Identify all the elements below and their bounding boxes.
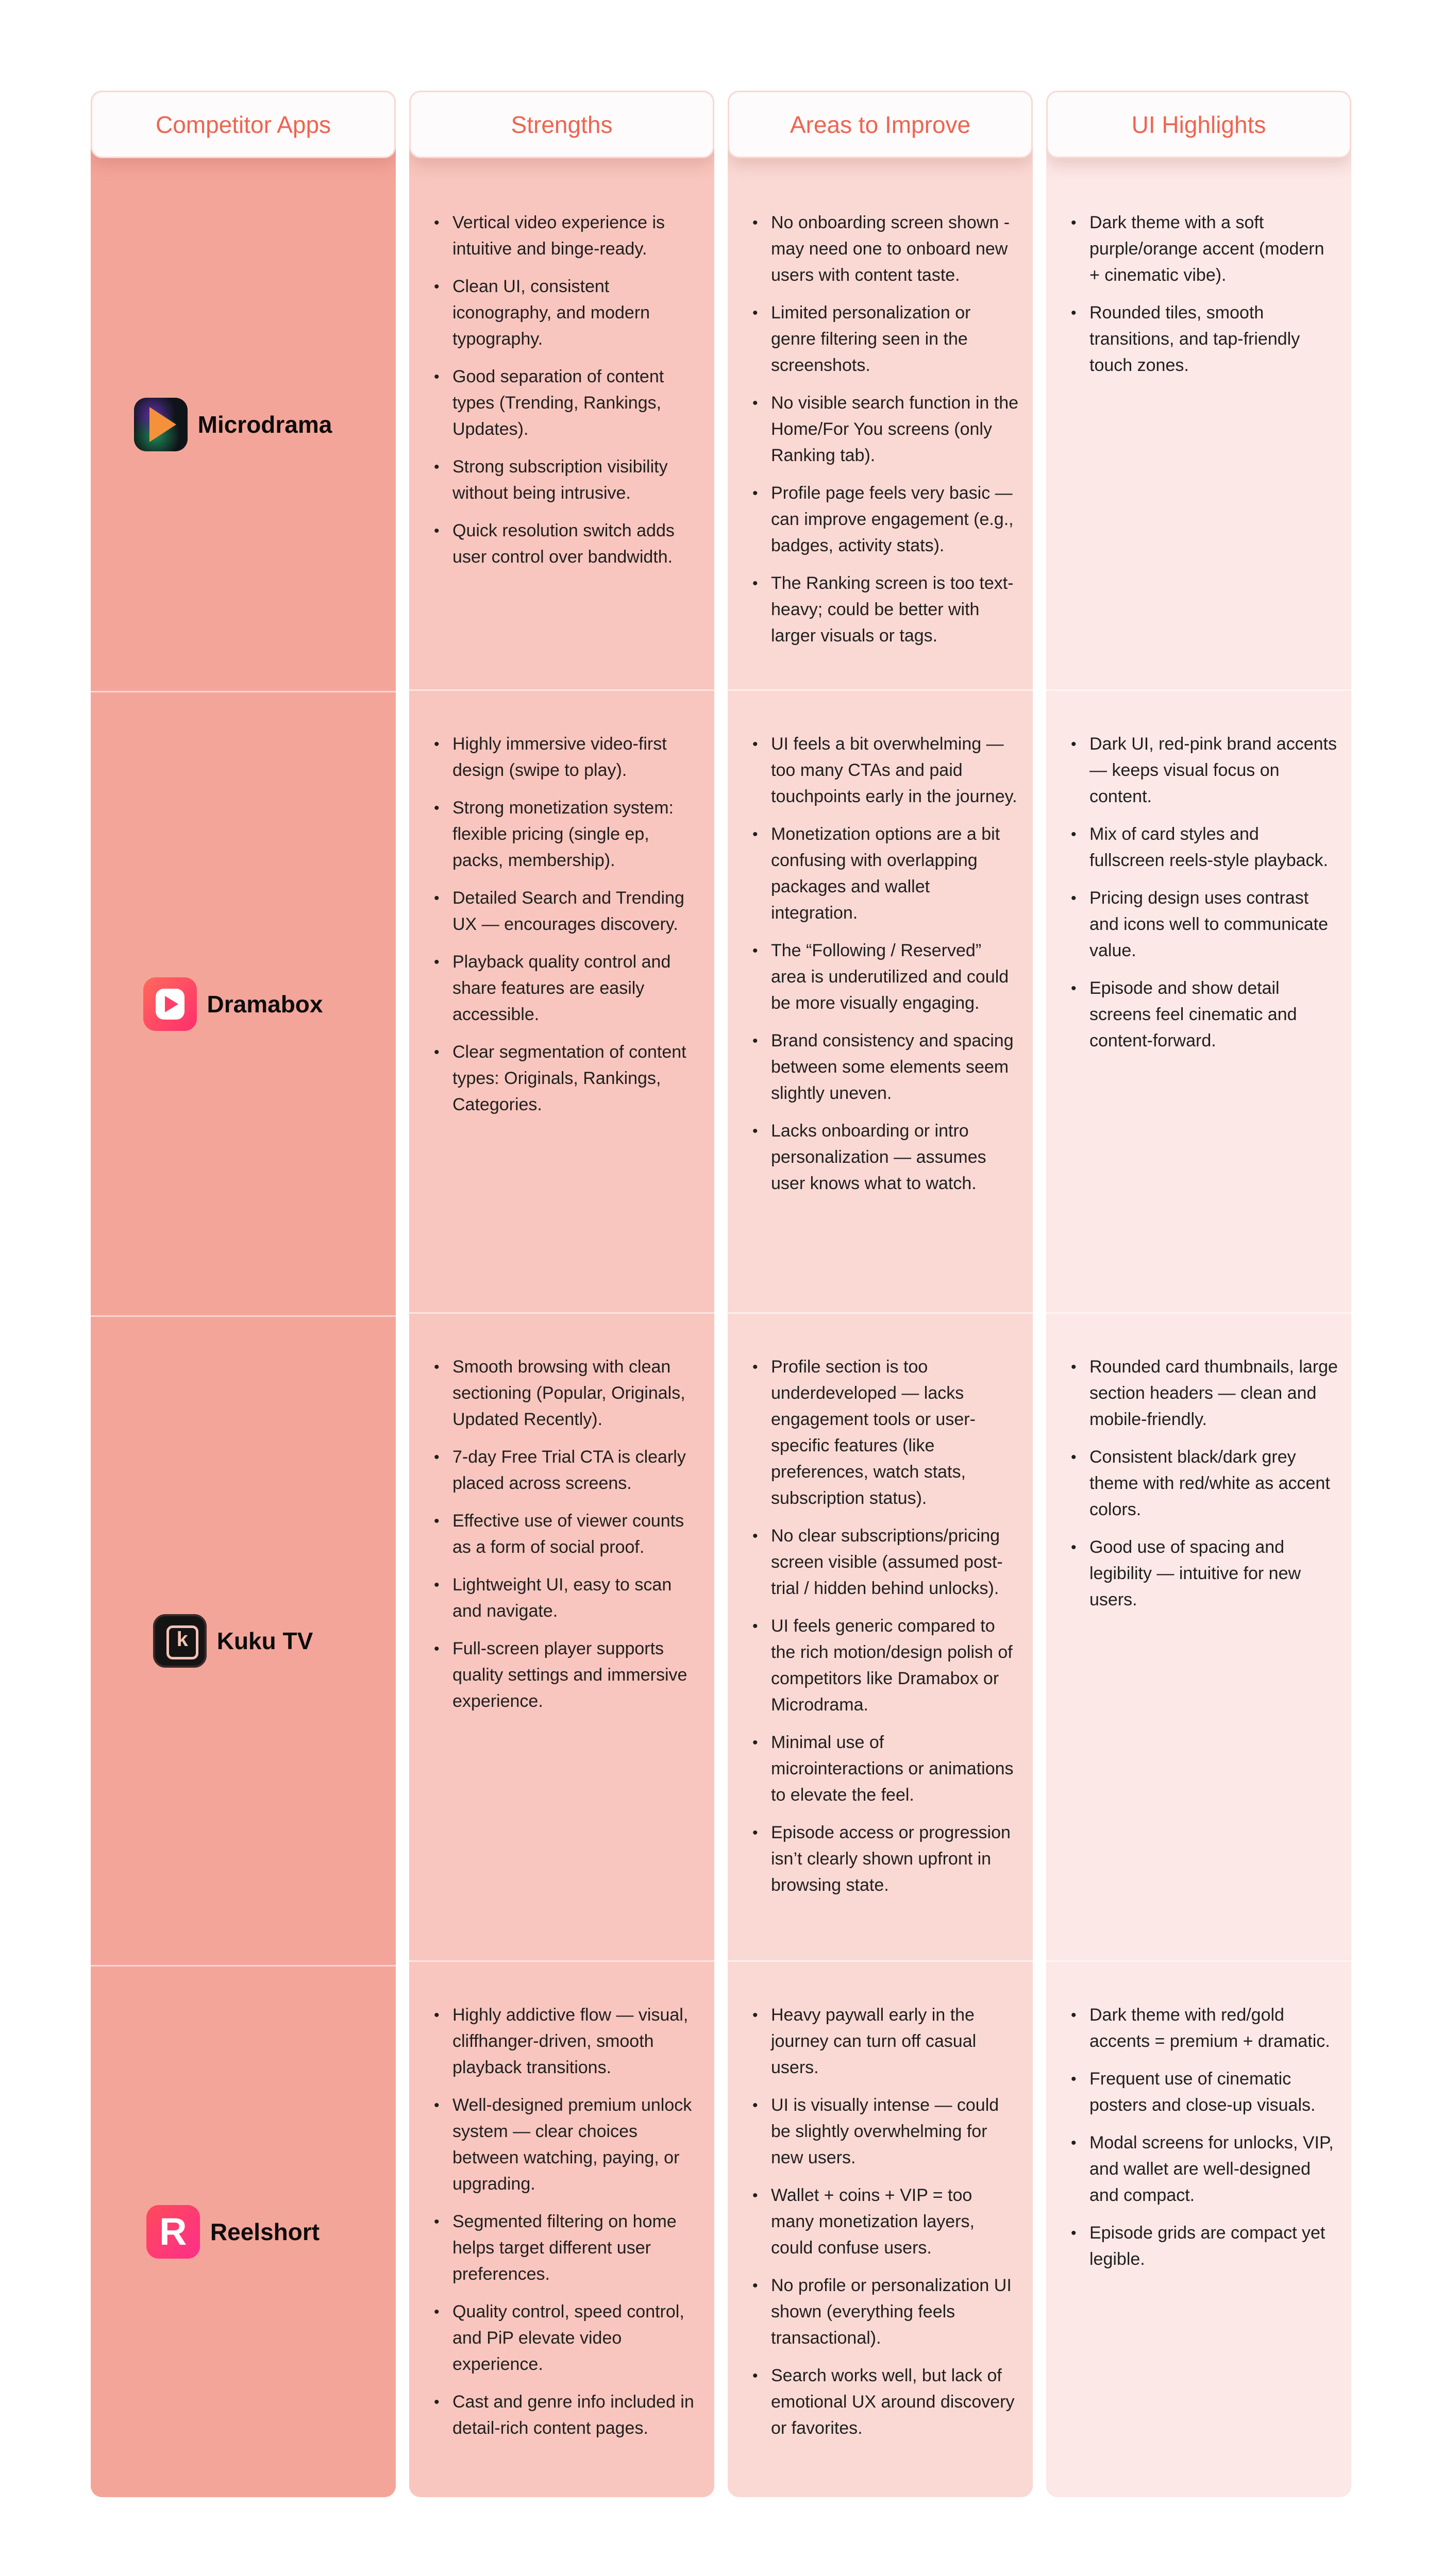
bullet-item: • Highly immersive video-first design (swipe to play).	[439, 731, 701, 784]
improve-cell	[728, 1314, 1033, 1962]
bullet-item: • Clean UI, consistent iconography, and modern typography.	[439, 274, 701, 352]
app-name: Dramabox	[207, 990, 323, 1018]
bullet-list	[439, 731, 701, 1118]
bullet-item: • Strong monetization system: flexible pricing (single ep, packs, membership).	[439, 795, 701, 874]
column-header: Areas to Improve	[728, 91, 1033, 158]
bullet-item: • Good separation of content types (Trending, Rankings, Updates).	[439, 364, 701, 443]
bullet-item: • 7-day Free Trial CTA is clearly placed across screens.	[439, 1444, 701, 1497]
app-cell	[91, 158, 396, 692]
bullet-list	[758, 2002, 1019, 2442]
bullet-item: • Dark theme with a soft purple/orange accent (modern + cinematic vibe).	[1076, 210, 1338, 289]
bullet-item: • Dark UI, red-pink brand accents — keeps visual focus on content.	[1076, 731, 1338, 810]
bullet-item: • Modal screens for unlocks, VIP, and wallet are well-designed and compact.	[1076, 2130, 1338, 2209]
bullet-item: • Clear segmentation of content types: Originals, Rankings, Categories.	[439, 1039, 701, 1118]
bullet-item: • Monetization options are a bit confusing with overlapping packages and wallet integration.	[758, 821, 1019, 926]
bullet-list	[1076, 2002, 1338, 2273]
bullet-item: • Full-screen player supports quality settings and immersive experience.	[439, 1636, 701, 1715]
strengths-cell	[409, 158, 714, 691]
bullet-item: • Rounded card thumbnails, large section headers — clean and mobile-friendly.	[1076, 1354, 1338, 1433]
bullet-item: • No onboarding screen shown - may need one to onboard new users with content taste.	[758, 210, 1019, 289]
bullet-item: • No clear subscriptions/pricing screen visible (assumed post-trial / hidden behind unlocks).	[758, 1523, 1019, 1602]
bullet-list	[1076, 210, 1338, 379]
bullet-list	[1076, 731, 1338, 1054]
bullet-item: • Lightweight UI, easy to scan and navigate.	[439, 1572, 701, 1624]
bullet-item: • Pricing design uses contrast and icons well to communicate value.	[1076, 885, 1338, 964]
bullet-item: • Limited personalization or genre filtering seen in the screenshots.	[758, 300, 1019, 379]
ui-highlights-cell	[1046, 691, 1351, 1314]
kuku-tv-app-icon	[153, 1614, 207, 1668]
bullet-item: • Strong subscription visibility without being intrusive.	[439, 454, 701, 506]
bullet-list	[439, 1354, 701, 1715]
improve-cell	[728, 1962, 1033, 2497]
improve-cell	[728, 691, 1033, 1314]
app-cell	[91, 692, 396, 1317]
bullet-item: • Vertical video experience is intuitive and binge-ready.	[439, 210, 701, 262]
bullet-item: • Episode and show detail screens feel cinematic and content-forward.	[1076, 975, 1338, 1054]
bullet-item: • Effective use of viewer counts as a form of social proof.	[439, 1508, 701, 1561]
bullet-item: • Search works well, but lack of emotional UX around discovery or favorites.	[758, 2363, 1019, 2442]
bullet-item: • Consistent black/dark grey theme with red/white as accent colors.	[1076, 1444, 1338, 1523]
bullet-list	[758, 731, 1019, 1197]
bullet-item: • UI feels a bit overwhelming — too many CTAs and paid touchpoints early in the journey.	[758, 731, 1019, 810]
reelshort-app-icon	[146, 2205, 200, 2259]
app-name: Kuku TV	[216, 1628, 313, 1654]
bullet-item: • The Ranking screen is too text-heavy; could be better with larger visuals or tags.	[758, 570, 1019, 649]
bullet-item: • Rounded tiles, smooth transitions, and tap-friendly touch zones.	[1076, 300, 1338, 379]
ui-highlights-cell	[1046, 158, 1351, 691]
improve-cell	[728, 158, 1033, 691]
strengths-cell	[409, 691, 714, 1314]
bullet-item: • Frequent use of cinematic posters and close-up visuals.	[1076, 2066, 1338, 2119]
microdrama-app-icon	[134, 398, 188, 451]
bullet-item: • Playback quality control and share features are easily accessible.	[439, 949, 701, 1028]
dramabox-app-icon	[143, 977, 197, 1031]
bullet-item: • Heavy paywall early in the journey can turn off casual users.	[758, 2002, 1019, 2081]
bullet-item: • Dark theme with red/gold accents = premium + dramatic.	[1076, 2002, 1338, 2055]
bullet-list	[439, 2002, 701, 2442]
column-areas-to-improve	[728, 91, 1033, 2497]
bullet-item: • UI feels generic compared to the rich motion/design polish of competitors like Dramabox or Microdrama.	[758, 1613, 1019, 1718]
bullet-item: • Brand consistency and spacing between some elements seem slightly uneven.	[758, 1028, 1019, 1107]
bullet-item: • Episode access or progression isn’t clearly shown upfront in browsing state.	[758, 1820, 1019, 1899]
bullet-item: • Episode grids are compact yet legible.	[1076, 2220, 1338, 2273]
bullet-item: • Smooth browsing with clean sectioning (Popular, Originals, Updated Recently).	[439, 1354, 701, 1433]
bullet-item: • Detailed Search and Trending UX — encourages discovery.	[439, 885, 701, 938]
bullet-item: • Mix of card styles and fullscreen reels-style playback.	[1076, 821, 1338, 874]
bullet-item: • Segmented filtering on home helps target different user preferences.	[439, 2209, 701, 2287]
bullet-list	[758, 1354, 1019, 1899]
bullet-item: • No visible search function in the Home/For You screens (only Ranking tab).	[758, 390, 1019, 469]
column-header: Strengths	[409, 91, 714, 158]
column-ui-highlights	[1046, 91, 1351, 2497]
column-competitor-apps	[91, 91, 396, 2497]
strengths-cell	[409, 1962, 714, 2497]
column-strengths	[409, 91, 714, 2497]
bullet-item: • Quick resolution switch adds user control over bandwidth.	[439, 518, 701, 570]
bullet-item: • Highly addictive flow — visual, cliffhanger-driven, smooth playback transitions.	[439, 2002, 701, 2081]
app-cell	[91, 1317, 396, 1967]
bullet-list	[1076, 1354, 1338, 1613]
comparison-table	[91, 91, 1443, 2497]
bullet-item: • UI is visually intense — could be slightly overwhelming for new users.	[758, 2092, 1019, 2171]
app-cell	[91, 1967, 396, 2497]
bullet-item: • Cast and genre info included in detail-rich content pages.	[439, 2389, 701, 2442]
bullet-item: • Profile page feels very basic — can improve engagement (e.g., badges, activity stats).	[758, 480, 1019, 559]
bullet-item: • Quality control, speed control, and PiP elevate video experience.	[439, 2299, 701, 2378]
bullet-item: • Lacks onboarding or intro personalization — assumes user knows what to watch.	[758, 1118, 1019, 1197]
ui-highlights-cell	[1046, 1314, 1351, 1962]
bullet-item: • Good use of spacing and legibility — intuitive for new users.	[1076, 1534, 1338, 1613]
bullet-item: • The “Following / Reserved” area is underutilized and could be more visually engaging.	[758, 938, 1019, 1016]
ui-highlights-cell	[1046, 1962, 1351, 2497]
column-header: Competitor Apps	[91, 91, 396, 158]
column-header: UI Highlights	[1046, 91, 1351, 158]
app-name: Microdrama	[197, 411, 332, 438]
bullet-list	[439, 210, 701, 570]
strengths-cell	[409, 1314, 714, 1962]
bullet-item: • Profile section is too underdeveloped — lacks engagement tools or user-specific features (like preferences, watch stats, subscription status).	[758, 1354, 1019, 1512]
bullet-list	[758, 210, 1019, 649]
bullet-item: • No profile or personalization UI shown (everything feels transactional).	[758, 2273, 1019, 2351]
bullet-item: • Well-designed premium unlock system — clear choices between watching, paying, or upgrading.	[439, 2092, 701, 2197]
app-name: Reelshort	[210, 2218, 320, 2245]
bullet-item: • Minimal use of microinteractions or animations to elevate the feel.	[758, 1730, 1019, 1808]
bullet-item: • Wallet + coins + VIP = too many monetization layers, could confuse users.	[758, 2182, 1019, 2261]
